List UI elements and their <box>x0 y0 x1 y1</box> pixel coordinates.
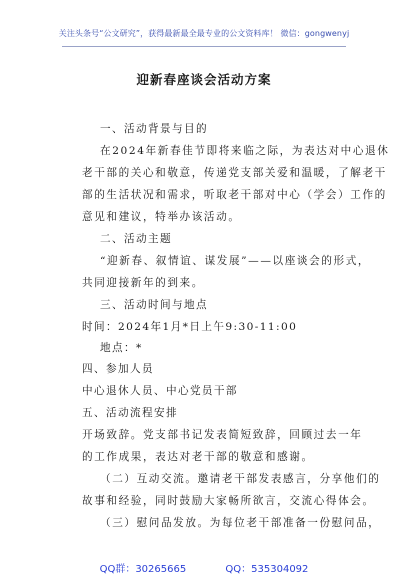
paragraph-line: 共同迎接新年的到来。 <box>82 277 204 289</box>
place-line: 地点：* <box>100 342 143 354</box>
header-divider <box>62 46 346 47</box>
header-banner: 关注头条号“公文研究”，获得最新最全最专业的公文资料库！ 微信：gongwenyj <box>58 29 350 38</box>
section-heading-flow: 五、活动流程安排 <box>82 407 178 419</box>
paragraph-line: 开场致辞。党支部书记发表简短致辞，回顾过去一年 <box>82 429 363 441</box>
participants-line: 中心退休人员、中心党员干部 <box>82 385 238 397</box>
footer-qq-group: QQ群：30265665 <box>99 564 187 575</box>
paragraph-line: 老干部的关心和敬意，传递党支部关爱和温暖，了解老干 <box>82 167 387 179</box>
paragraph-line: （三）慰问品发放。为每位老干部准备一份慰问品， <box>100 517 381 529</box>
section-heading-time-place: 三、活动时间与地点 <box>100 299 208 311</box>
time-line: 时间：2024年1月*日上午9:30-11:00 <box>82 321 298 333</box>
section-heading-background: 一、活动背景与目的 <box>100 123 208 135</box>
paragraph-line: 在2024年新春佳节即将来临之际，为表达对中心退休 <box>100 145 390 157</box>
paragraph-line: 部的生活状况和需求，听取老干部对中心（学会）工作的 <box>82 189 387 201</box>
footer-contacts <box>0 560 408 575</box>
section-heading-participants: 四、参加人员 <box>82 363 154 375</box>
section-heading-theme: 二、活动主题 <box>100 233 172 245</box>
paragraph-line: 的工作成果，表达对老干部的敬意和感谢。 <box>82 451 314 463</box>
footer-qq: QQ：535304092 <box>225 564 309 575</box>
paragraph-line: “迎新春、叙情谊、谋发展”——以座谈会的形式， <box>100 255 371 267</box>
paragraph-line: 意见和建议，特举办该活动。 <box>82 211 241 223</box>
document-title: 迎新春座谈会活动方案 <box>136 72 272 87</box>
paragraph-line: （二）互动交流。邀请老干部发表感言，分享他们的 <box>100 473 381 485</box>
paragraph-line: 故事和经验，同时鼓励大家畅所欲言，交流心得体会。 <box>82 495 375 507</box>
